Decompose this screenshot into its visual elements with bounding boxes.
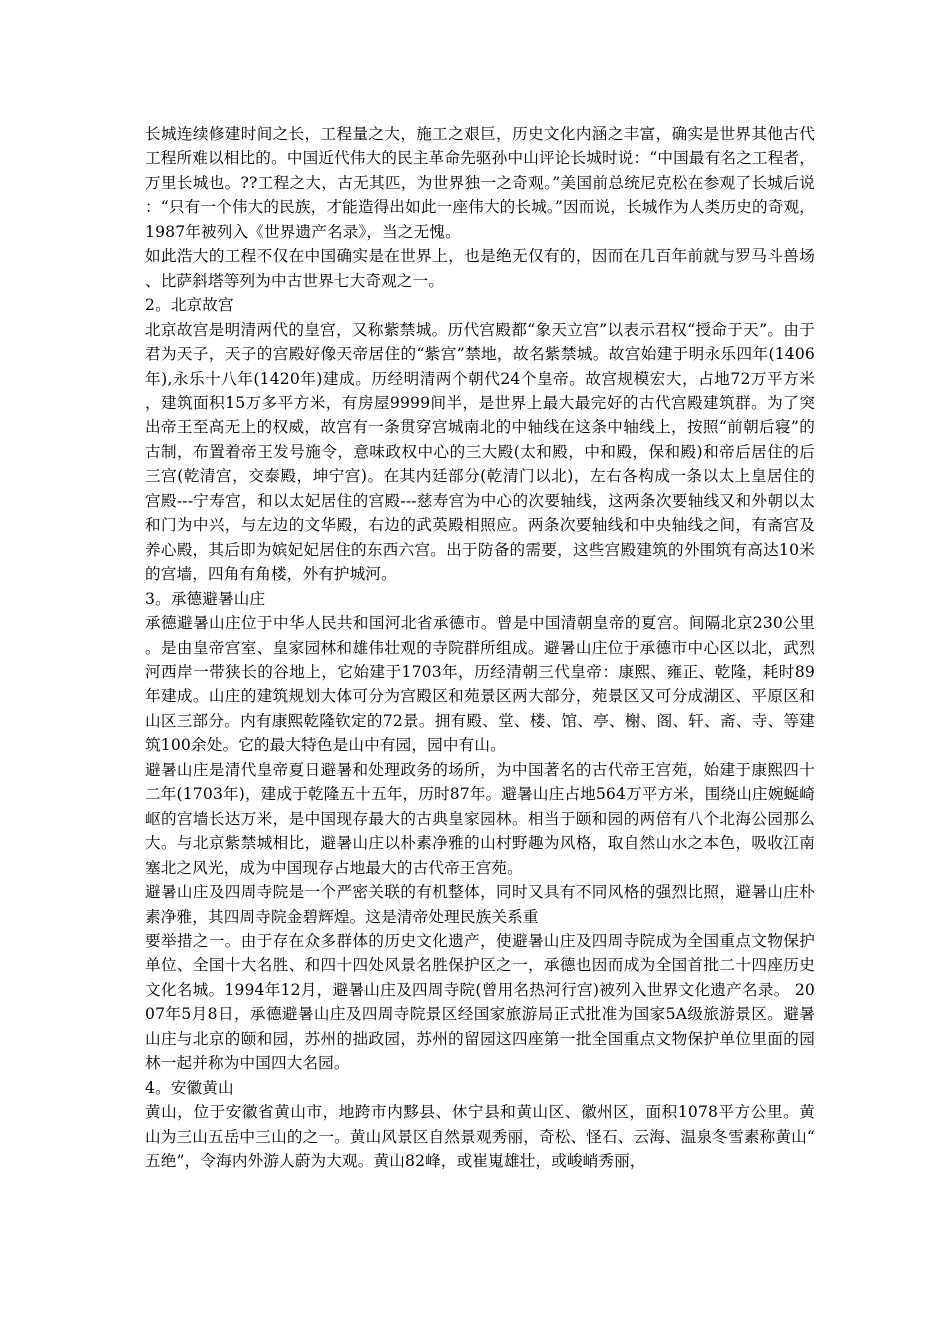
paragraph-forbidden-city: 北京故宫是明清两代的皇宫，又称紫禁城。历代宫殿都“象天立宫”以表示君权“授命于天”。由于君为天子，天子的宫殿好像天帝居住的“紫宫”禁地，故名紫禁城。故宫始建于明永乐四年(1406年),永乐十八年(1420年)建成。历经明清两个朝代24个皇帝。故宫规模宏大，占地72万平方米，建筑面积15万多平方米，有房屋9999间半，是世界上最大最完好的古代宫殿建筑群。为了突出帝王至高无上的权威，故宫有一条贯穿宫城南北的中轴线在这条中轴线上，按照“前朝后寝”的古制，布置着帝王发号施令，意味政权中心的三大殿(太和殿，中和殿，保和殿)和帝后居住的后三宫(乾清宫，交泰殿，坤宁宫)。在其内廷部分(乾清门以北)，左右各构成一条以太上皇居住的宫殿---宁寿宫，和以太妃居住的宫殿---慈寿宫为中心的次要轴线，这两条次要轴线又和外朝以太和门为中兴，与左边的文华殿，右边的武英殿相照应。两条次要轴线和中央轴线之间，有斋宫及养心殿，其后即为嫔妃妃居住的东西六宫。出于防备的需要，这些宫殿建筑的外围筑有高达10米的宫墙，四角有角楼，外有护城河。 — [145, 320, 815, 584]
section-heading-huangshan: 4。安徽黄山 — [145, 1078, 234, 1097]
paragraph-chengde-1: 承德避暑山庄位于中华人民共和国河北省承德市。曾是中国清朝皇帝的夏宫。间隔北京230公里。是由皇帝宫室、皇家园林和雄伟壮观的寺院群所组成。避暑山庄位于承德市中心区以北，武烈河西岸一带狭长的谷地上，它始建于1703年，历经清朝三代皇帝：康熙、雍正、乾隆，耗时89年建成。山庄的建筑规划大体可分为宫殿区和苑景区两大部分，苑景区又可分成湖区、平原区和山区三部分。内有康熙乾隆钦定的72景。拥有殿、堂、楼、馆、亭、榭、阁、轩、斋、寺、等建筑100余处。它的最大特色是山中有园，园中有山。 — [145, 614, 815, 755]
paragraph-great-wall-2: 如此浩大的工程不仅在中国确实是在世界上，也是绝无仅有的，因而在几百年前就与罗马斗兽场、比萨斜塔等列为中古世界七大奇观之一。 — [145, 247, 815, 290]
paragraph-chengde-3: 避暑山庄及四周寺院是一个严密关联的有机整体，同时又具有不同风格的强烈比照，避暑山庄朴素净雅，其四周寺院金碧辉煌。这是清帝处理民族关系重 — [145, 883, 815, 926]
paragraph-great-wall-1: 长城连续修建时间之长，工程量之大，施工之艰巨，历史文化内涵之丰富，确实是世界其他古代工程所难以相比的。中国近代伟大的民主革命先驱孙中山评论长城时说：“中国最有名之工程者，万里长城也。??工程之大，古无其匹，为世界独一之奇观。”美国前总统尼克松在参观了长城后说：“只有一个伟大的民族，才能造得出如此一座伟大的长城。”因而说，长城作为人类历史的奇观，1987年被列入《世界遗产名录》，当之无愧。 — [145, 125, 815, 241]
paragraph-huangshan: 黄山，位于安徽省黄山市，地跨市内黟县、休宁县和黄山区、徽州区，面积1078平方公里。黄山为三山五岳中三山的之一。黄山风景区自然景观秀丽，奇松、怪石、云海、温泉冬雪素称黄山“五绝”，令海内外游人蔚为大观。黄山82峰，或崔嵬雄壮，或峻峭秀丽， — [145, 1103, 815, 1171]
paragraph-chengde-2: 避暑山庄是清代皇帝夏日避暑和处理政务的场所，为中国著名的古代帝王宫苑，始建于康熙四十二年(1703年)，建成于乾隆五十五年，历时87年。避暑山庄占地564万平方米，围绕山庄婉蜒崎岖的宫墙长达万米，是中国现存最大的古典皇家园林。相当于颐和园的两倍有八个北海公园那么大。与北京紫禁城相比，避暑山庄以朴素净雅的山村野趣为风格，取自然山水之本色，吸收江南塞北之风光，成为中国现存占地最大的古代帝王宫苑。 — [145, 760, 815, 877]
document-body — [145, 122, 815, 1173]
section-heading-forbidden-city: 2。北京故宫 — [145, 296, 234, 315]
paragraph-chengde-4: 要举措之一。由于存在众多群体的历史文化遗产，使避暑山庄及四周寺院成为全国重点文物保护单位、全国十大名胜、和四十四处风景名胜保护区之一，承德也因而成为全国首批二十四座历史文化名城。1994年12月，避暑山庄及四周寺院(曾用名热河行宫)被列入世界文化遗产名录。 2007年5月8日，承德避暑山庄及四周寺院景区经国家旅游局正式批准为国家5A级旅游景区。避暑山庄与北京的颐和园，苏州的拙政园，苏州的留园这四座第一批全国重点文物保护单位里面的园林一起并称为中国四大名园。 — [145, 931, 815, 1073]
section-heading-chengde: 3。承德避暑山庄 — [145, 589, 266, 608]
